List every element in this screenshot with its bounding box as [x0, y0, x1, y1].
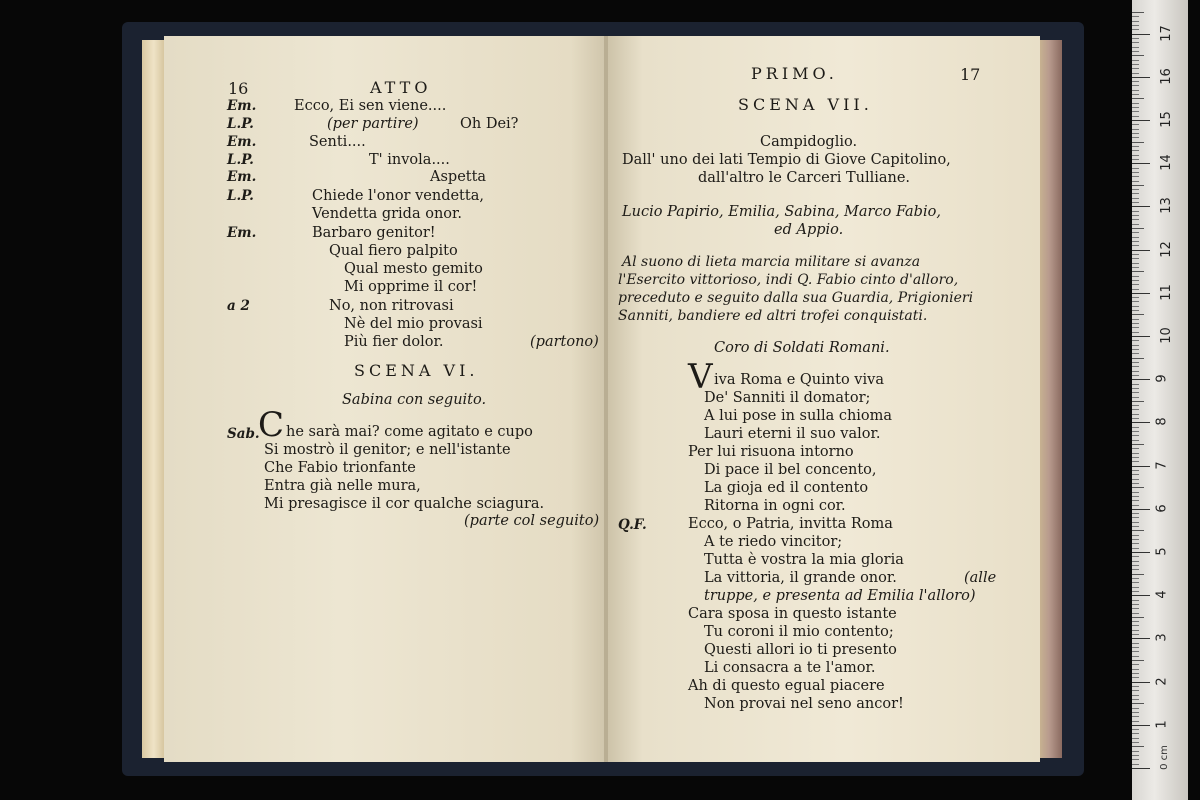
speaker-label: Em. [227, 225, 257, 241]
dialogue-line: Nè del mio provasi [344, 316, 483, 332]
ruler-tick [1132, 358, 1144, 359]
ruler-tick [1132, 215, 1139, 216]
ruler-tick [1132, 81, 1139, 82]
ruler-tick [1132, 397, 1139, 398]
ruler-tick [1132, 651, 1139, 652]
dialogue-line: Senti.... [309, 134, 366, 150]
dialogue-line: No, non ritrovasi [329, 298, 454, 314]
ruler-tick [1132, 42, 1139, 43]
ruler-tick [1132, 474, 1139, 475]
page-number: 17 [960, 65, 981, 84]
ruler-tick [1132, 634, 1139, 635]
chorus-line: Di pace il bel concento, [704, 462, 877, 478]
speaker-label: a 2 [227, 298, 250, 314]
speaker-label: L.P. [227, 188, 254, 204]
ruler-tick [1132, 543, 1139, 544]
ruler-number: 13 [1158, 197, 1174, 215]
ruler-tick [1132, 21, 1139, 22]
speaker-label: L.P. [227, 152, 254, 168]
ruler-tick [1132, 742, 1139, 743]
ruler-tick [1132, 682, 1150, 683]
ruler-tick [1132, 129, 1139, 130]
ruler-tick [1132, 578, 1139, 579]
qf-line: Questi allori io ti presento [704, 642, 897, 658]
ruler-tick [1132, 686, 1139, 687]
ruler-tick [1132, 556, 1139, 557]
ruler-number: 1 [1154, 720, 1170, 729]
dialogue-line: Vendetta grida onor. [312, 206, 462, 222]
ruler-tick [1132, 656, 1139, 657]
ruler-tick [1132, 297, 1139, 298]
ruler-tick [1132, 198, 1139, 199]
ruler-tick [1132, 254, 1139, 255]
ruler-tick [1132, 522, 1139, 523]
chorus-line: Per lui risuona intorno [688, 444, 854, 460]
ruler-tick [1132, 591, 1139, 592]
ruler-tick [1132, 133, 1139, 134]
setting-line: dall'altro le Carceri Tulliane. [698, 170, 911, 186]
ruler-number: 9 [1154, 374, 1170, 383]
ruler-tick [1132, 77, 1150, 78]
ruler-tick [1132, 137, 1139, 138]
ruler-tick [1132, 384, 1139, 385]
ruler-number: 15 [1158, 111, 1174, 128]
ruler-tick [1132, 422, 1150, 423]
chorus-line: La gioja ed il contento [704, 480, 869, 496]
ruler-tick [1132, 237, 1139, 238]
ruler-tick [1132, 68, 1139, 69]
dialogue-line: Aspetta [430, 169, 487, 185]
ruler-tick [1132, 284, 1139, 285]
ruler-tick [1132, 448, 1139, 449]
qf-line: Non provai nel seno ancor! [704, 696, 904, 712]
ruler-tick [1132, 664, 1139, 665]
ruler-tick [1132, 712, 1139, 713]
drop-cap: V [688, 357, 713, 397]
ruler-tick [1132, 38, 1139, 39]
ruler-tick [1132, 595, 1150, 596]
ruler-tick [1132, 327, 1139, 328]
setting-line: Campidoglio. [760, 134, 858, 150]
ruler-tick [1132, 319, 1139, 320]
ruler-tick [1132, 120, 1150, 121]
ruler-tick [1132, 107, 1139, 108]
ruler-tick [1132, 345, 1139, 346]
ruler-tick [1132, 90, 1139, 91]
speech-line: Mi presagisce il cor qualche sciagura. [264, 496, 545, 512]
ruler-tick [1132, 224, 1139, 225]
speech-line: Che Fabio trionfante [264, 460, 416, 476]
speech-line: he sarà mai? come agitato e cupo [286, 424, 533, 440]
ruler-tick [1132, 267, 1139, 268]
ruler-tick [1132, 677, 1139, 678]
ruler-tick [1132, 759, 1139, 760]
ruler-tick [1132, 505, 1139, 506]
ruler-tick [1132, 695, 1139, 696]
ruler-tick [1132, 232, 1139, 233]
ruler-tick [1132, 189, 1139, 190]
dialogue-line: Qual fiero palpito [329, 243, 458, 259]
speaker-label: L.P. [227, 116, 254, 132]
ruler-tick [1132, 29, 1139, 30]
chorus-line: Ritorna in ogni cor. [704, 498, 846, 514]
ruler-tick [1132, 461, 1139, 462]
ruler-tick [1132, 64, 1139, 65]
ruler-tick [1132, 142, 1144, 143]
ruler-tick [1132, 323, 1139, 324]
speaker-label: Sab. [227, 426, 260, 442]
ruler-number: 8 [1154, 417, 1170, 427]
chorus-line: Lauri eterni il suo valor. [704, 426, 881, 442]
dialogue-line: Qual mesto gemito [344, 261, 483, 277]
ruler-tick [1132, 574, 1144, 575]
dialogue-line: Mi opprime il cor! [344, 279, 478, 295]
qf-line: Tutta è vostra la mia gloria [704, 552, 904, 568]
ruler-tick [1132, 245, 1139, 246]
ruler-tick [1132, 211, 1139, 212]
ruler-tick [1132, 630, 1139, 631]
ruler-tick [1132, 414, 1139, 415]
stage-direction-line: l'Esercito vittorioso, indi Q. Fabio cinto d'alloro, [618, 272, 959, 288]
ruler-unit-label: 0 cm [1158, 745, 1170, 770]
ruler-tick [1132, 673, 1139, 674]
ruler-tick [1132, 431, 1139, 432]
ruler-tick [1132, 228, 1144, 229]
ruler-tick [1132, 111, 1139, 112]
left-page [164, 36, 606, 762]
page-number: 16 [228, 79, 249, 98]
right-page [608, 36, 1040, 762]
ruler-tick [1132, 172, 1139, 173]
ruler-tick [1132, 738, 1139, 739]
scene-heading: SCENA VII. [738, 95, 873, 114]
ruler-tick [1132, 561, 1139, 562]
ruler-tick [1132, 306, 1139, 307]
ruler-tick [1132, 699, 1139, 700]
ruler-tick [1132, 746, 1144, 747]
scene-direction: Sabina con seguito. [342, 392, 487, 408]
ruler-tick [1132, 392, 1139, 393]
ruler-tick [1132, 418, 1139, 419]
stage-direction: (partono) [530, 334, 599, 350]
qf-line: La vittoria, il grande onor. [704, 570, 897, 586]
ruler-number: 10 [1158, 327, 1174, 344]
ruler-tick [1132, 185, 1144, 186]
ruler-tick [1132, 25, 1139, 26]
ruler-tick [1132, 258, 1139, 259]
ruler-tick [1132, 379, 1150, 380]
exit-direction: (parte col seguito) [464, 513, 600, 529]
ruler-tick [1132, 500, 1139, 501]
ruler-tick [1132, 690, 1139, 691]
ruler-tick [1132, 276, 1139, 277]
ruler-tick [1132, 219, 1139, 220]
ruler-number: 11 [1158, 284, 1174, 301]
ruler-tick [1132, 60, 1139, 61]
ruler-tick [1132, 55, 1144, 56]
drop-cap: C [258, 405, 285, 445]
stage-direction-line: Al suono di lieta marcia militare si avanza [622, 254, 921, 270]
ruler-tick [1132, 163, 1150, 164]
chorus-line: iva Roma e Quinto viva [714, 372, 884, 388]
ruler-tick [1132, 98, 1144, 99]
dialogue-line: T' invola.... [369, 152, 450, 168]
ruler-tick [1132, 405, 1139, 406]
ruler-tick [1132, 206, 1150, 207]
stage-direction: (per partire) [327, 116, 419, 132]
speaker-label: Em. [227, 134, 257, 150]
ruler-tick [1132, 73, 1139, 74]
ruler-tick [1132, 34, 1150, 35]
stage-direction: truppe, e presenta ad Emilia l'alloro) [704, 588, 976, 604]
ruler-tick [1132, 12, 1144, 13]
ruler-tick [1132, 552, 1150, 553]
chorus-line: De' Sanniti il domator; [704, 390, 871, 406]
ruler-tick [1132, 453, 1139, 454]
ruler-number: 17 [1158, 24, 1174, 42]
ruler-tick [1132, 85, 1139, 86]
ruler-tick [1132, 716, 1139, 717]
ruler-tick [1132, 366, 1139, 367]
ruler-tick [1132, 492, 1139, 493]
ruler-tick [1132, 159, 1139, 160]
ruler-tick [1132, 496, 1139, 497]
ruler-tick [1132, 643, 1139, 644]
ruler-tick [1132, 150, 1139, 151]
ruler-tick [1132, 708, 1139, 709]
dialogue-line: Più fier dolor. [344, 334, 444, 350]
ruler-tick [1132, 371, 1139, 372]
qf-line: A te riedo vincitor; [704, 534, 843, 550]
ruler-tick [1132, 301, 1139, 302]
ruler-tick [1132, 16, 1139, 17]
qf-line: Li consacra a te l'amor. [704, 660, 876, 676]
ruler-tick [1132, 647, 1139, 648]
chorus-line: A lui pose in sulla chioma [704, 408, 893, 424]
setting-line: Dall' uno dei lati Tempio di Giove Capitolino, [622, 152, 951, 168]
ruler-tick [1132, 103, 1139, 104]
ruler-tick [1132, 725, 1150, 726]
running-head: PRIMO. [751, 64, 838, 83]
ruler-tick [1132, 241, 1139, 242]
ruler-tick [1132, 193, 1139, 194]
ruler-tick [1132, 729, 1139, 730]
characters-line: Lucio Papirio, Emilia, Sabina, Marco Fabio, [622, 204, 941, 220]
ruler-number: 5 [1154, 547, 1170, 556]
ruler-tick [1132, 388, 1139, 389]
ruler-number: 16 [1158, 68, 1174, 85]
ruler-number: 3 [1154, 633, 1170, 643]
ruler-tick [1132, 587, 1139, 588]
qf-line: Ah di questo egual piacere [688, 678, 885, 694]
ruler-tick [1132, 517, 1139, 518]
speech-line: Entra già nelle mura, [264, 478, 421, 494]
characters-line: ed Appio. [774, 222, 844, 238]
qf-line: Cara sposa in questo istante [688, 606, 897, 622]
ruler-tick [1132, 168, 1139, 169]
ruler-tick [1132, 401, 1144, 402]
ruler-tick [1132, 349, 1139, 350]
ruler-tick [1132, 124, 1139, 125]
ruler-tick [1132, 600, 1139, 601]
dialogue-line: Chiede l'onor vendetta, [312, 188, 484, 204]
ruler-tick [1132, 535, 1139, 536]
ruler-tick [1132, 176, 1139, 177]
ruler-tick [1132, 353, 1139, 354]
ruler-tick [1132, 751, 1139, 752]
ruler-tick [1132, 47, 1139, 48]
ruler-tick [1132, 479, 1139, 480]
ruler-tick [1132, 608, 1139, 609]
ruler-tick [1132, 526, 1139, 527]
ruler-tick [1132, 660, 1144, 661]
ruler-number: 7 [1154, 460, 1170, 470]
ruler-tick [1132, 487, 1144, 488]
ruler-tick [1132, 569, 1139, 570]
ruler-tick [1132, 703, 1144, 704]
ruler-number: 14 [1158, 154, 1174, 171]
ruler-tick [1132, 721, 1139, 722]
ruler-tick [1132, 582, 1139, 583]
measuring-ruler [1132, 0, 1188, 800]
stage-direction: (alle [964, 570, 997, 586]
ruler-tick [1132, 466, 1150, 467]
ruler-tick [1132, 444, 1144, 445]
ruler-tick [1132, 116, 1139, 117]
ruler-tick [1132, 340, 1139, 341]
ruler-tick [1132, 604, 1139, 605]
qf-line: Ecco, o Patria, invitta Roma [688, 516, 893, 532]
ruler-tick [1132, 202, 1139, 203]
ruler-tick [1132, 289, 1139, 290]
ruler-tick [1132, 280, 1139, 281]
ruler-tick [1132, 181, 1139, 182]
chorus-heading: Coro di Soldati Romani. [714, 340, 890, 356]
ruler-tick [1132, 409, 1139, 410]
ruler-tick [1132, 146, 1139, 147]
ruler-tick [1132, 470, 1139, 471]
ruler-tick [1132, 293, 1150, 294]
ruler-tick [1132, 565, 1139, 566]
ruler-tick [1132, 513, 1139, 514]
ruler-tick [1132, 617, 1144, 618]
ruler-tick [1132, 362, 1139, 363]
ruler-tick [1132, 332, 1139, 333]
speech-line: Si mostrò il genitor; e nell'istante [264, 442, 511, 458]
ruler-tick [1132, 638, 1150, 639]
ruler-tick [1132, 548, 1139, 549]
ruler-tick [1132, 457, 1139, 458]
speaker-label: Em. [227, 169, 257, 185]
ruler-tick [1132, 768, 1150, 769]
ruler-tick [1132, 669, 1139, 670]
ruler-tick [1132, 440, 1139, 441]
speaker-label: Q.F. [618, 517, 647, 533]
ruler-tick [1132, 764, 1139, 765]
ruler-tick [1132, 375, 1139, 376]
ruler-tick [1132, 310, 1139, 311]
ruler-tick [1132, 483, 1139, 484]
ruler-tick [1132, 155, 1139, 156]
running-head: ATTO [370, 78, 432, 97]
speaker-label: Em. [227, 98, 257, 114]
ruler-tick [1132, 539, 1139, 540]
ruler-tick [1132, 509, 1150, 510]
ruler-tick [1132, 250, 1150, 251]
ruler-tick [1132, 271, 1144, 272]
qf-line: Tu coroni il mio contento; [704, 624, 894, 640]
stage-direction-line: Sanniti, bandiere ed altri trofei conquistati. [618, 308, 928, 324]
ruler-number: 4 [1154, 590, 1170, 599]
ruler-tick [1132, 51, 1139, 52]
ruler-number: 12 [1158, 240, 1174, 258]
ruler-tick [1132, 435, 1139, 436]
ruler-tick [1132, 625, 1139, 626]
scene-heading: SCENA VI. [354, 361, 479, 380]
ruler-tick [1132, 621, 1139, 622]
ruler-tick [1132, 530, 1144, 531]
dialogue-line: Oh Dei? [460, 116, 519, 132]
ruler-tick [1132, 336, 1150, 337]
ruler-tick [1132, 427, 1139, 428]
ruler-tick [1132, 755, 1139, 756]
ruler-tick [1132, 613, 1139, 614]
ruler-tick [1132, 94, 1139, 95]
ruler-number: 2 [1154, 676, 1170, 686]
dialogue-line: Ecco, Ei sen viene.... [294, 98, 447, 114]
ruler-tick [1132, 314, 1144, 315]
stage-direction-line: preceduto e seguito dalla sua Guardia, Prigionieri [618, 290, 974, 306]
dialogue-line: Barbaro genitor! [312, 225, 436, 241]
ruler-tick [1132, 263, 1139, 264]
ruler-tick [1132, 733, 1139, 734]
ruler-number: 6 [1154, 504, 1170, 513]
